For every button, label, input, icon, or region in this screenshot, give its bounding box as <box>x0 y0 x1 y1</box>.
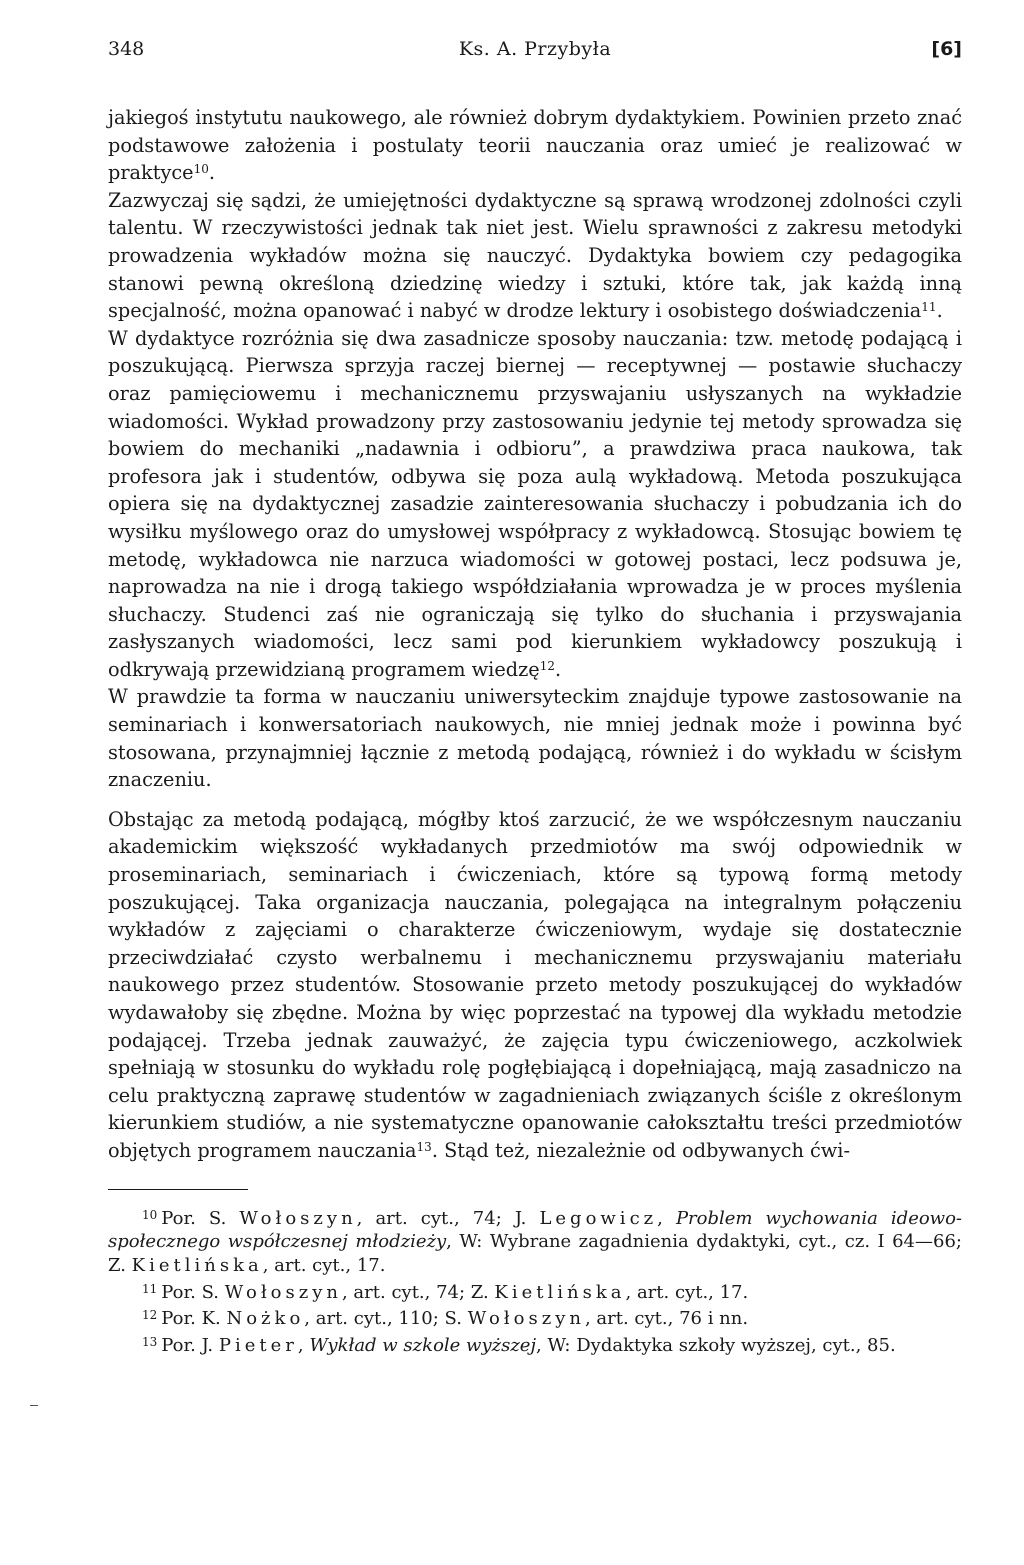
footnote-ref-13[interactable]: 13 <box>416 1139 432 1154</box>
footnote-ref-10[interactable]: 10 <box>193 162 209 177</box>
running-title: Ks. A. Przybyła <box>458 38 612 60</box>
page <box>108 38 962 1358</box>
paragraph-1: jakiegoś instytutu naukowego, ale również dobrym dydaktykiem. Powinien przeto znać podstawowe założenia i postulaty teorii nauczania oraz umieć je realizować w praktyce$^{10}$. <box>108 106 962 185</box>
paragraph-5: Obstając za metodą podającą, mógłby ktoś zarzucić, że we współczesnym nauczaniu akademickim większość wykładanych przedmiotów ma swój odpowiednik w proseminariach, seminariach i ćwiczeniach, które są typową formą metody poszukującej. Taka organizacja nauczania, polegająca na integralnym połączeniu wykładów z zajęciami o charakterze ćwiczeniowym, wydaje się dostatecznie przeciwdziałać czysto werbalnemu i mechanicznemu przyswajaniu materiału naukowego przez studentów. Stosowanie przeto metody poszukującej do wykładów wydawałoby się zbędne. Można by więc poprzestać na typowej dla wykładu metodzie podającej. Trzeba jednak zauważyć, że zajęcia typu ćwiczeniowego, aczkolwiek spełniają w stosunku do wykładu rolę pogłębiającą i dopełniającą, mają zasadniczo na celu praktyczną zaprawę studentów w zagadnieniach związanych ściśle z określonym kierunkiem studiów, a nie systematyczne opanowanie całokształtu treści przedmiotów objętych programem nauczania$^{13}$. Stąd też, niezależnie od odbywanych ćwi- <box>108 807 962 1162</box>
footnote-ref-12[interactable]: 12 <box>539 658 555 673</box>
footnote-12: $^{12}$ Por. K. Nożko, art. cyt., 110; S. Wołoszyn, art. cyt., 76 i nn. <box>142 1308 749 1330</box>
footnote-11: $^{11}$ Por. S. Wołoszyn, art. cyt., 74; Z. Kietlińska, art. cyt., 17. <box>142 1281 749 1303</box>
paragraph-4: W prawdzie ta forma w nauczaniu uniwersyteckim znajduje typowe zastosowanie na seminariach i konwersatoriach naukowych, nie mniej jednak może i powinna być stosowana, przynajmniej łącznie z metodą podającą, również i do wykładu w ścisłym znaczeniu. <box>108 685 962 792</box>
page-number: 348 <box>108 38 145 60</box>
section-number: [6] <box>931 38 962 60</box>
margin-mark <box>30 1405 38 1406</box>
footnote-13: $^{13}$ Por. J. Pieter, Wykład w szkole wyższej, W: Dydaktyka szkoły wyższej, cyt., 85. <box>142 1335 896 1357</box>
footnote-separator <box>108 1189 248 1190</box>
paragraph-3: W dydaktyce rozróżnia się dwa zasadnicze sposoby nauczania: tzw. metodę podającą i poszukującą. Pierwsza sprzyja raczej biernej — receptywnej — postawie słuchaczy oraz pamięciowemu i mechanicznemu przyswajaniu usłyszanych na wykładzie wiadomości. Wykład prowadzony przy zastosowaniu jedynie tej metody sprowadza się bowiem do mechaniki „nadawnia i odbioru”, a prawdziwa praca naukowa, tak profesora jak i studentów, odbywa się poza aulą wykładową. Metoda poszukująca opiera się na dydaktycznej zasadzie zainteresowania słuchaczy i pobudzania ich do wysiłku myślowego oraz do umysłowej współpracy z wykładowcą. Stosując bowiem tę metodę, wykładowca nie narzuca wiadomości w gotowej postaci, lecz podsuwa je, naprowadza na nie i drogą takiego współdziałania wprowadza je w proces myślenia słuchaczy. Studenci zaś nie ograniczają się tylko do słuchania i przyswajania zasłyszanych wiadomości, lecz sami pod kierunkiem wykładowcy poszukują i odkrywają przewidzianą programem wiedzę$^{12}$. <box>108 326 962 681</box>
footnote-ref-11[interactable]: 11 <box>921 300 937 315</box>
footnote-10: $^{10}$ Por. S. Wołoszyn, art. cyt., 74; J. Legowicz, Problem wychowania ideowo-społecznego współczesnej młodzieży, W: Wybrane zagadnienia dydaktyki, cyt., cz. I 64—66; Z. Kietlińska, art. cyt., 17. <box>108 1207 963 1276</box>
paragraph-2: Zazwyczaj się sądzi, że umiejętności dydaktyczne są sprawą wrodzonej zdolności czyli talentu. W rzeczywistości jednak tak niet jest. Wielu sprawności z zakresu metodyki prowadzenia wykładów można się nauczyć. Dydaktyka bowiem czy pedagogika stanowi pewną określoną dziedzinę wiedzy i sztuki, które tak, jak każdą inną specjalność, można opanować i nabyć w drodze lektury i osobistego doświadczenia$^{11}$. <box>108 188 962 323</box>
page-header <box>108 38 962 74</box>
body-text <box>108 104 962 1165</box>
footnotes <box>108 1204 962 1358</box>
